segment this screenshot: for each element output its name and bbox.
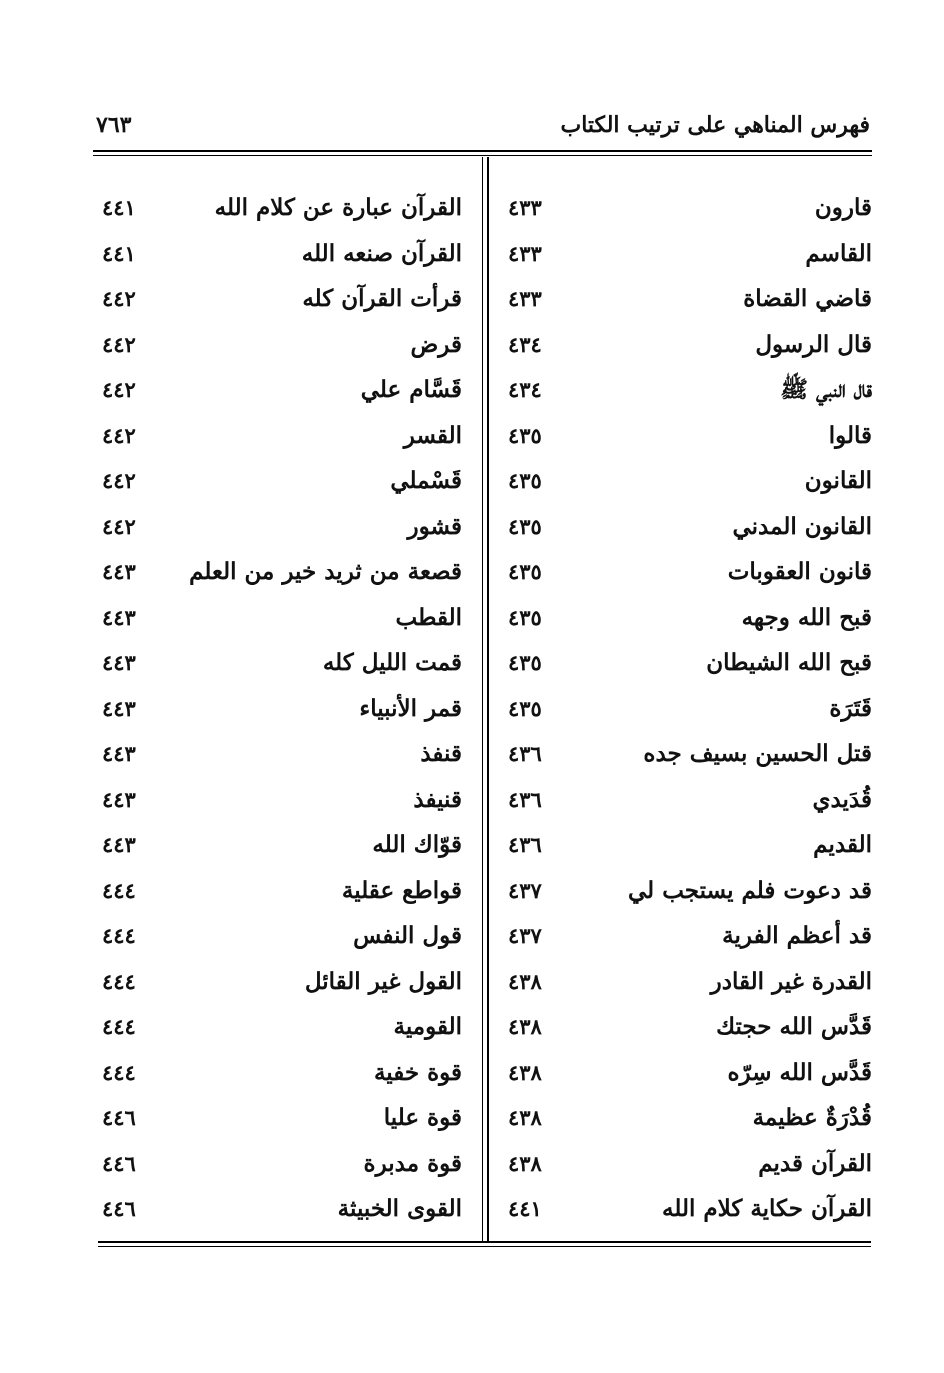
- index-page-ref: ٤٤٤: [102, 1059, 136, 1085]
- index-term: القطب: [395, 603, 462, 631]
- index-page-ref: ٤٤١: [508, 1196, 542, 1221]
- column-divider-thin: [482, 157, 483, 1241]
- index-term: قصعة من ثريد خير من العلم: [189, 558, 462, 585]
- index-term: قال الرسول: [755, 330, 872, 358]
- index-entry: [500, 322, 872, 368]
- index-page-ref: ٤٣٨: [508, 968, 542, 994]
- index-page-ref: ٤٣٧: [508, 877, 542, 903]
- index-term: قرأت القرآن كله: [302, 285, 462, 312]
- index-page-ref: ٤٤٢: [102, 422, 136, 448]
- index-page-ref: ٤٤٣: [102, 650, 136, 675]
- index-entry: [500, 1004, 872, 1050]
- index-entry: [96, 1186, 468, 1232]
- index-entry: [96, 185, 468, 231]
- index-entry: [500, 1186, 872, 1232]
- index-page-ref: ٤٣٨: [508, 1059, 542, 1085]
- index-term: القرآن حكاية كلام الله: [662, 1195, 872, 1222]
- index-entry: [500, 822, 872, 868]
- index-term: قارون: [814, 194, 872, 221]
- index-entry: [500, 458, 872, 504]
- bottom-rule-thick: [98, 1241, 871, 1243]
- index-page-ref: ٤٣٧: [508, 923, 542, 948]
- index-entry: [96, 1004, 468, 1050]
- index-term: القرآن صنعه الله: [301, 239, 462, 267]
- index-term: قالوا: [828, 421, 872, 449]
- index-term: قد أعظم الفرية: [722, 922, 872, 949]
- index-entry: [500, 595, 872, 641]
- index-term: قال النبي ﷺ: [780, 376, 872, 403]
- index-entry: [96, 322, 468, 368]
- index-entry: [96, 913, 468, 959]
- index-page-ref: ٤٤٢: [102, 513, 136, 539]
- index-entry: [96, 367, 468, 413]
- index-page-ref: ٤٣٨: [508, 1014, 542, 1039]
- index-term: القدرة غير القادر: [710, 967, 872, 995]
- index-term: القاسم: [805, 239, 872, 267]
- index-entry: [96, 413, 468, 459]
- index-entry: [500, 731, 872, 777]
- index-term: قشور: [407, 512, 462, 540]
- index-term: قنفذ: [420, 740, 462, 767]
- index-page-ref: ٤٤٢: [102, 286, 136, 311]
- index-page-ref: ٤٣٦: [508, 786, 542, 812]
- index-term: قرض: [410, 330, 462, 358]
- index-entry: [500, 686, 872, 732]
- index-entry: [96, 822, 468, 868]
- index-page-ref: ٤٤٣: [102, 741, 136, 766]
- index-entry: [96, 868, 468, 914]
- index-page-ref: ٤٣٥: [508, 559, 542, 584]
- index-page-ref: ٤٤٦: [102, 1150, 136, 1176]
- index-page-ref: ٤٤٤: [102, 1014, 136, 1039]
- index-page-ref: ٤٣٥: [508, 513, 542, 539]
- index-page-ref: ٤٤١: [102, 195, 136, 220]
- index-entry: [500, 185, 872, 231]
- index-page-ref: ٤٣٥: [508, 650, 542, 675]
- index-entry: [96, 1050, 468, 1096]
- bottom-rule-thin: [98, 1246, 871, 1247]
- index-entry: [500, 413, 872, 459]
- index-page-ref: ٤٤٤: [102, 877, 136, 903]
- index-entry: [500, 549, 872, 595]
- index-page-ref: ٤٤١: [102, 240, 136, 266]
- column-divider-thick: [487, 157, 489, 1241]
- index-term: قول النفس: [353, 922, 462, 949]
- index-term: قواطع عقلية: [341, 876, 462, 904]
- index-term: قوة عليا: [383, 1104, 462, 1131]
- index-entry: [96, 640, 468, 686]
- index-page-ref: ٤٤٤: [102, 923, 136, 948]
- index-entry: [96, 731, 468, 777]
- index-page-ref: ٤٣٤: [508, 331, 542, 357]
- index-page-ref: ٤٣٣: [508, 240, 542, 266]
- index-entry: [500, 777, 872, 823]
- index-page-ref: ٤٣٨: [508, 1150, 542, 1176]
- index-term: قَدَّس الله سِرّه: [727, 1058, 872, 1086]
- index-entry: [500, 868, 872, 914]
- index-page-ref: ٤٣٤: [508, 377, 542, 402]
- index-column-left: [96, 185, 468, 1232]
- index-term: قتل الحسين بسيف جده: [643, 740, 872, 767]
- index-term: قَتَرَة: [829, 694, 872, 722]
- index-term: قُدْرَةٌ عظيمة: [752, 1104, 872, 1131]
- index-term: قاضي القضاة: [743, 285, 872, 312]
- index-entry: [500, 1050, 872, 1096]
- index-entry: [500, 1141, 872, 1187]
- page-number: ٧٦٣: [96, 112, 132, 138]
- index-term: قَدَّس الله حجتك: [716, 1013, 872, 1040]
- index-term: قانون العقوبات: [727, 558, 872, 585]
- index-term: قنيفذ: [413, 785, 462, 813]
- index-page-ref: ٤٤٢: [102, 331, 136, 357]
- index-term: قوة خفية: [373, 1058, 462, 1086]
- index-term: قد دعوت فلم يستجب لي: [628, 876, 872, 904]
- index-term: القومية: [393, 1013, 462, 1040]
- index-entry: [96, 595, 468, 641]
- index-term: القانون المدني: [732, 512, 872, 540]
- index-page-ref: ٤٣٨: [508, 1105, 542, 1130]
- index-page-ref: ٤٣٦: [508, 741, 542, 766]
- index-entry: [500, 367, 872, 413]
- index-entry: [96, 549, 468, 595]
- index-entry: [96, 231, 468, 277]
- index-entry: [500, 1095, 872, 1141]
- index-entry: [96, 777, 468, 823]
- top-rule-thick: [93, 150, 872, 152]
- index-term: قبح الله وجهه: [741, 603, 872, 631]
- index-page-ref: ٤٣٥: [508, 468, 542, 493]
- index-entry: [500, 231, 872, 277]
- index-term: القول غير القائل: [304, 967, 462, 995]
- index-term: قُدَيدي: [812, 785, 872, 813]
- index-term: قمت الليل كله: [322, 649, 462, 676]
- index-entry: [500, 913, 872, 959]
- index-page-ref: ٤٣٣: [508, 286, 542, 311]
- index-term: القسر: [403, 421, 462, 449]
- index-page-ref: ٤٤٦: [102, 1196, 136, 1221]
- index-entry: [96, 458, 468, 504]
- top-rule-thin: [93, 155, 872, 156]
- index-entry: [96, 1141, 468, 1187]
- index-term: قَسْملي: [390, 467, 462, 494]
- index-page-ref: ٤٤٤: [102, 968, 136, 994]
- index-term: القوى الخبيثة: [337, 1195, 462, 1222]
- index-page-ref: ٤٤٣: [102, 832, 136, 857]
- index-entry: [500, 959, 872, 1005]
- index-term: قوّاك الله: [372, 831, 462, 858]
- index-page-ref: ٤٤٢: [102, 468, 136, 493]
- index-page-ref: ٤٣٣: [508, 195, 542, 220]
- index-term: القديم: [813, 831, 872, 858]
- index-term: القرآن عبارة عن كلام الله: [214, 194, 462, 221]
- page-header: [96, 112, 870, 146]
- index-term: القرآن قديم: [758, 1149, 872, 1177]
- index-term: قبح الله الشيطان: [706, 649, 872, 676]
- index-column-right: [500, 185, 872, 1232]
- index-page-ref: ٤٤٣: [102, 604, 136, 630]
- index-page-ref: ٤٤٣: [102, 786, 136, 812]
- index-entry: [96, 1095, 468, 1141]
- index-entry: [96, 504, 468, 550]
- index-page-ref: ٤٤٢: [102, 377, 136, 402]
- index-page-ref: ٤٤٦: [102, 1105, 136, 1130]
- index-entry: [96, 686, 468, 732]
- index-entry: [500, 504, 872, 550]
- index-page-ref: ٤٤٣: [102, 559, 136, 584]
- index-page-ref: ٤٣٥: [508, 695, 542, 721]
- index-term: قَسَّام علي: [360, 376, 462, 403]
- index-page-ref: ٤٤٣: [102, 695, 136, 721]
- index-page-ref: ٤٣٥: [508, 604, 542, 630]
- index-term: قمر الأنبياء: [359, 694, 462, 722]
- index-entry: [96, 959, 468, 1005]
- index-term: قوة مدبرة: [363, 1149, 462, 1177]
- index-page-ref: ٤٣٥: [508, 422, 542, 448]
- index-term: القانون: [804, 467, 872, 494]
- header-title: فهرس المناهي على ترتيب الكتاب: [560, 112, 870, 138]
- index-entry: [96, 276, 468, 322]
- index-entry: [500, 640, 872, 686]
- index-entry: [500, 276, 872, 322]
- index-page-ref: ٤٣٦: [508, 832, 542, 857]
